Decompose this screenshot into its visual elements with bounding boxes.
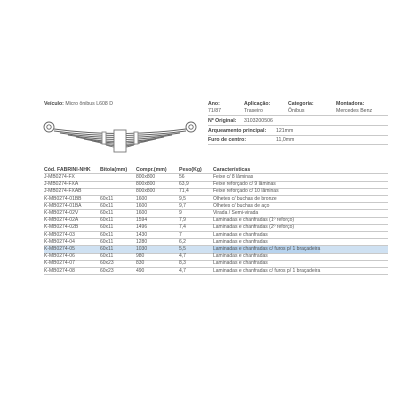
part-code: K-MB0274-05 — [44, 246, 75, 252]
part-code: K-MB0274-01BA — [44, 202, 82, 209]
part-peso: 9,5 — [179, 195, 186, 202]
part-code: K-MB0274-07 — [44, 260, 75, 267]
leaf-spring-diagram — [40, 116, 200, 156]
aplicacao-label: Aplicação: — [244, 101, 271, 107]
original-value: 3103200506 — [244, 118, 273, 124]
part-code: K-MB0274-06 — [44, 253, 75, 260]
part-bitola: 60x11 — [100, 253, 114, 260]
part-comprimento: 1600 — [136, 210, 148, 216]
arqueamento-value: 121mm — [276, 128, 294, 134]
part-peso: 4,7 — [179, 253, 186, 260]
part-caracteristicas: Laminadas e chanfradas — [213, 231, 268, 238]
part-peso: 6,2 — [179, 238, 186, 245]
part-peso: 9,7 — [179, 202, 186, 209]
part-code: K-MB0274-08 — [44, 267, 75, 274]
part-peso: 8,3 — [179, 260, 186, 267]
part-peso: 4,7 — [179, 267, 186, 274]
part-code: J-MB0274-FX — [44, 174, 75, 180]
part-code: J-MB0274-FXA — [44, 181, 79, 188]
part-code: K-MB0274-02B — [44, 224, 79, 231]
part-caracteristicas: Laminadas e chanfradas — [213, 253, 268, 260]
part-peso: 5,5 — [179, 246, 186, 252]
part-bitola: 60x11 — [100, 217, 114, 224]
part-code: K-MB0274-02A — [44, 217, 79, 224]
part-bitola: 60x23 — [100, 267, 114, 274]
part-peso: 71,4 — [179, 188, 189, 195]
part-bitola: 60x11 — [100, 224, 114, 231]
montadora-value: Mercedes Benz — [336, 108, 373, 114]
part-caracteristicas: Laminadas e chanfradas (2º reforço) — [213, 224, 295, 231]
part-caracteristicas: Olhetes c/ buchas de bronze — [213, 195, 277, 202]
ano-label: Ano: — [208, 101, 220, 107]
part-code: K-MB0274-04 — [44, 238, 75, 245]
part-caracteristicas: Virada / Semi-virada — [213, 210, 259, 216]
part-caracteristicas: Feixe c/ 8 lâminas — [213, 174, 254, 180]
part-peso: 56 — [179, 174, 185, 180]
part-comprimento: 1496 — [136, 224, 148, 231]
original-label: Nº Original: — [208, 118, 237, 124]
categoria-label: Categoria: — [288, 101, 314, 107]
part-comprimento: 1030 — [136, 246, 148, 252]
spec-divider — [208, 125, 388, 126]
col-header-caracteristicas: Características — [213, 167, 251, 173]
part-peso: 63,9 — [179, 181, 189, 188]
spec-divider — [208, 135, 388, 136]
vehicle-label: Veículo: — [44, 101, 64, 107]
part-bitola: 60x11 — [100, 210, 114, 216]
part-caracteristicas: Laminadas e chanfradas c/ furos p/ 1 braçadeira — [213, 267, 321, 274]
part-comprimento: 490 — [136, 267, 145, 274]
part-caracteristicas: Olhetes c/ buchas de aço — [213, 202, 270, 209]
col-header-comprimento: Compr.(mm) — [136, 167, 167, 173]
col-header-peso: Peso(Kg) — [179, 167, 202, 173]
row-divider — [44, 274, 388, 275]
part-bitola: 60x23 — [100, 260, 114, 267]
ano-value: 71/87 — [208, 108, 221, 114]
spec-divider — [208, 144, 388, 145]
part-comprimento: 1280 — [136, 238, 148, 245]
part-code: K-MB0274-02V — [44, 210, 79, 216]
part-caracteristicas: Feixe reforçado c/ 10 lâminas — [213, 188, 279, 195]
part-comprimento: 1430 — [136, 231, 148, 238]
part-caracteristicas: Feixe reforçado c/ 9 lâminas — [213, 181, 276, 188]
part-peso: 7 — [179, 231, 182, 238]
arqueamento-label: Arqueamento principal: — [208, 128, 267, 134]
part-peso: 9 — [179, 210, 182, 216]
part-comprimento: 830 — [136, 260, 145, 267]
part-caracteristicas: Laminadas e chanfradas c/ furos p/ 1 braçadeira — [213, 246, 321, 252]
part-bitola: 60x11 — [100, 231, 114, 238]
part-comprimento: 1600 — [136, 202, 148, 209]
montadora-label: Montadora: — [336, 101, 365, 107]
part-comprimento: 1600 — [136, 195, 148, 202]
vehicle-info — [44, 101, 113, 107]
part-code: K-MB0274-01BB — [44, 195, 82, 202]
part-code: J-MB0274-FXAB — [44, 188, 82, 195]
part-caracteristicas: Laminadas e chanfradas — [213, 260, 268, 267]
part-caracteristicas: Laminadas e chanfradas (1º reforço) — [213, 217, 295, 224]
categoria-value: Ônibus — [288, 108, 305, 114]
part-comprimento: 800x800 — [136, 174, 156, 180]
part-comprimento: 800x800 — [136, 188, 156, 195]
aplicacao-value: Traseiro — [244, 108, 263, 114]
col-header-bitola: Bitola(mm) — [100, 167, 128, 173]
part-bitola: 60x11 — [100, 195, 114, 202]
part-comprimento: 800x800 — [136, 181, 156, 188]
header-divider — [44, 173, 388, 174]
vehicle-value: Micro ônibus L608 D — [65, 101, 113, 107]
part-comprimento: 980 — [136, 253, 145, 260]
part-peso: 7,9 — [179, 217, 186, 224]
part-bitola: 60x11 — [100, 202, 114, 209]
part-peso: 7,4 — [179, 224, 186, 231]
part-comprimento: 1594 — [136, 217, 148, 224]
part-bitola: 60x11 — [100, 238, 114, 245]
spec-divider — [208, 115, 388, 116]
part-bitola: 60x11 — [100, 246, 114, 252]
furo-value: 11,0mm — [276, 137, 295, 143]
part-caracteristicas: Laminadas e chanfradas — [213, 238, 268, 245]
col-header-code: Cód. FABRINI-NHK — [44, 167, 91, 173]
furo-label: Furo de centro: — [208, 137, 247, 143]
part-code: K-MB0274-03 — [44, 231, 75, 238]
